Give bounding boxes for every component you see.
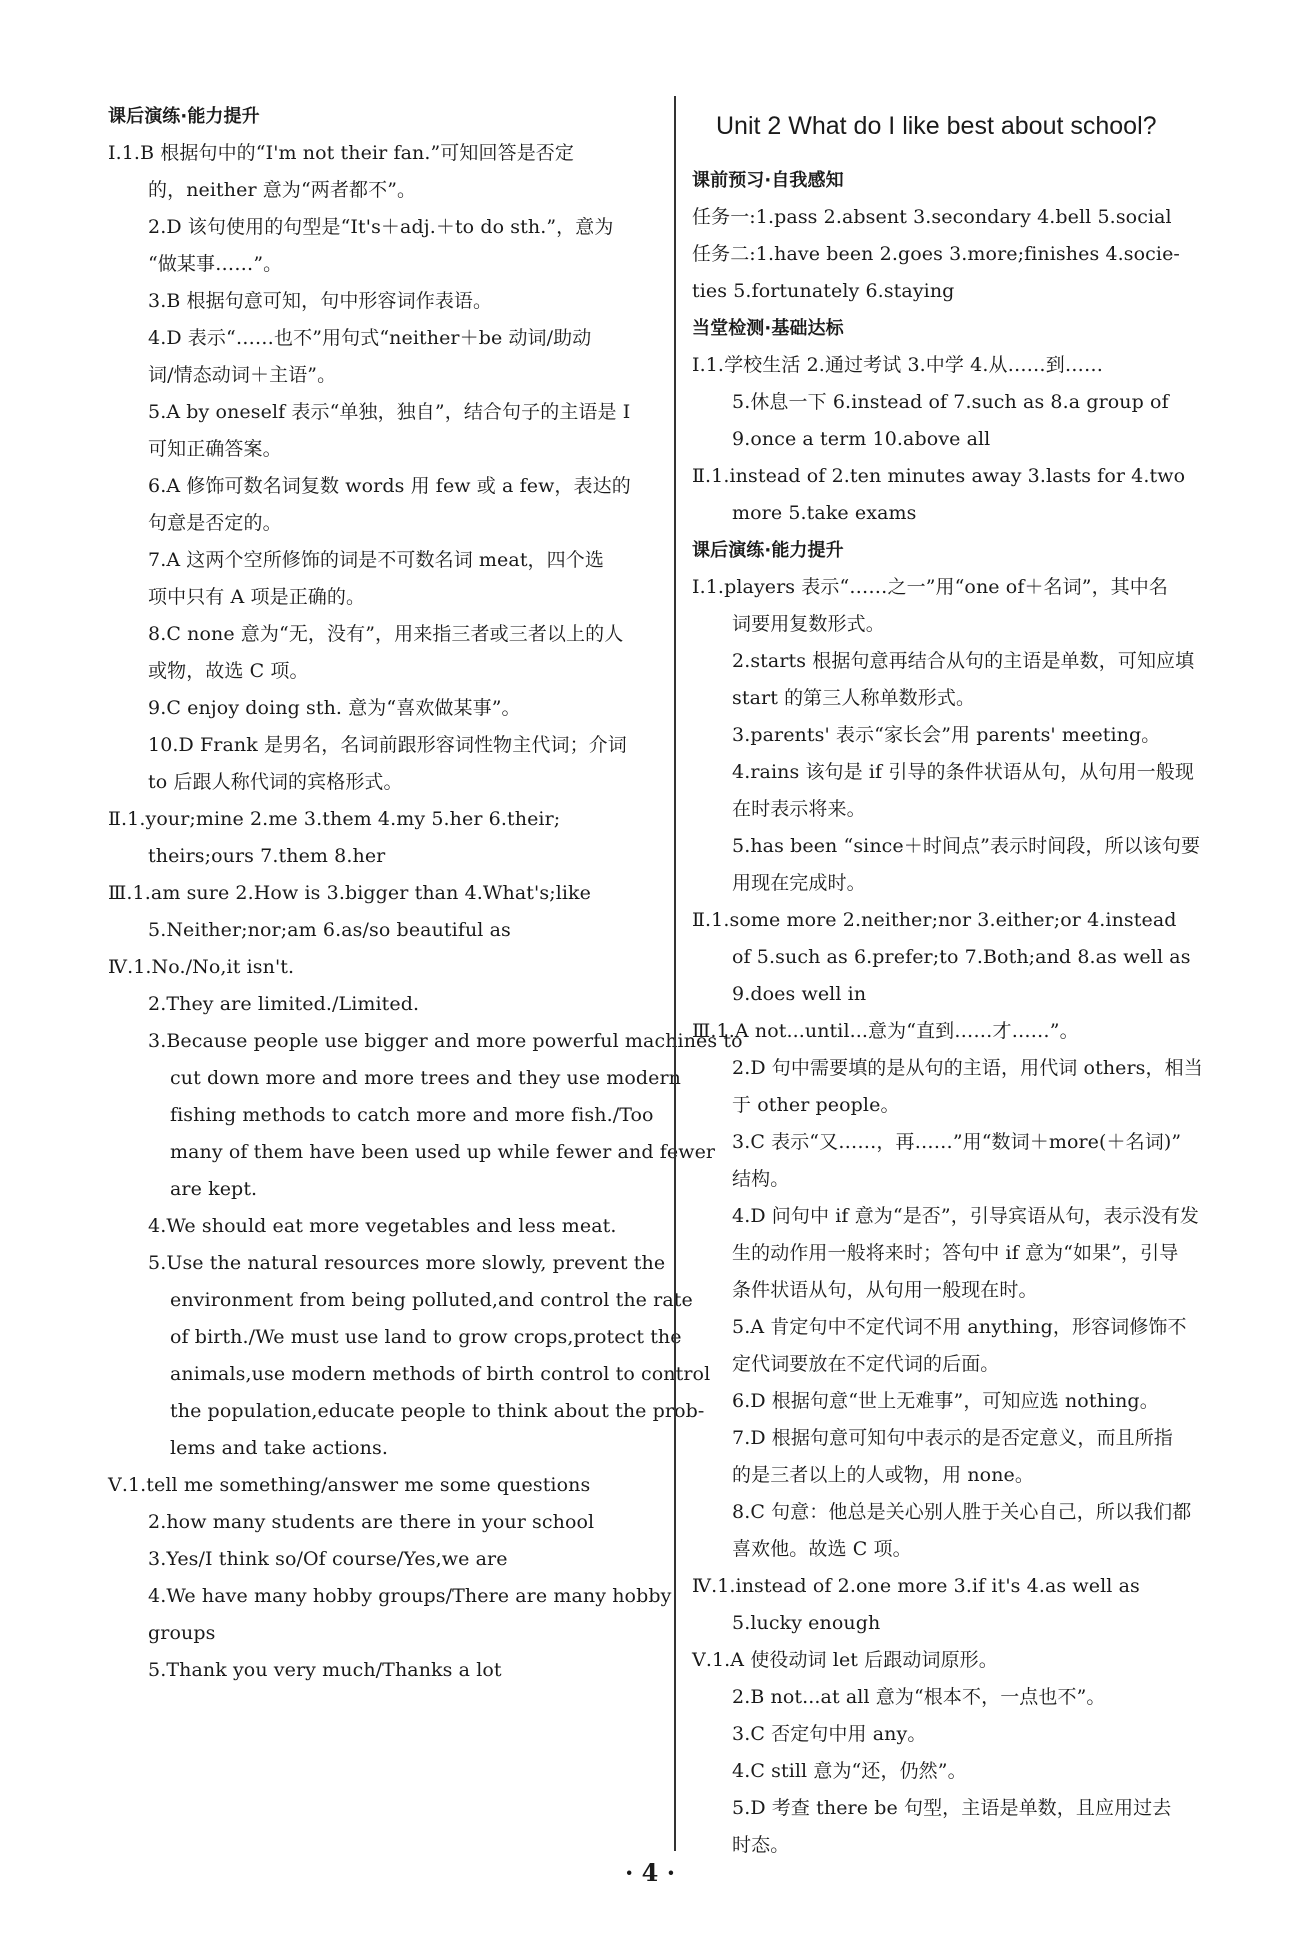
answer-line: more 5.take exams [732, 502, 917, 524]
page-number: · 4 · [624, 1858, 676, 1887]
answer-line: to 后跟人称代词的宾格形式。 [148, 771, 403, 793]
answer-line: 5.A by oneself 表示“单独，独自”，结合句子的主语是 I [148, 401, 631, 423]
answer-line: 词要用复数形式。 [732, 613, 885, 635]
answer-line: 于 other people。 [732, 1094, 900, 1116]
answer-line: Ⅱ.1.some more 2.neither;nor 3.either;or 4.instead [692, 909, 1177, 931]
answer-line: 3.Yes/I think so/Of course/Yes,we are [148, 1548, 508, 1570]
answer-line: 时态。 [732, 1834, 790, 1856]
answer-line: 4.rains 该句是 if 引导的条件状语从句，从句用一般现 [732, 761, 1194, 783]
answer-line: fishing methods to catch more and more fish./Too [170, 1104, 654, 1126]
answer-line: 2.B not...at all 意为“根本不，一点也不”。 [732, 1686, 1106, 1708]
section-heading: 课后演练·能力提升 [692, 540, 844, 561]
answer-line: start 的第三人称单数形式。 [732, 687, 976, 709]
answer-line: 可知正确答案。 [148, 438, 282, 460]
answer-line: 5.has been “since＋时间点”表示时间段，所以该句要 [732, 835, 1201, 857]
answer-line: of 5.such as 6.prefer;to 7.Both;and 8.as well as [732, 946, 1191, 968]
answer-line: lems and take actions. [170, 1437, 389, 1459]
answer-line: Ⅰ.1.players 表示“……之一”用“one of＋名词”，其中名 [692, 576, 1168, 598]
answer-line: 条件状语从句，从句用一般现在时。 [732, 1279, 1038, 1301]
answer-line: Ⅰ.1.学校生活 2.通过考试 3.中学 4.从……到…… [692, 354, 1104, 376]
answer-line: 6.A 修饰可数名词复数 words 用 few 或 a few，表达的 [148, 475, 631, 497]
answer-line: 5.休息一下 6.instead of 7.such as 8.a group of [732, 391, 1169, 413]
answer-line: are kept. [170, 1178, 258, 1200]
left-column [108, 98, 743, 1689]
unit-title: Unit 2 What do I like best about school? [716, 112, 1157, 140]
answer-line: Ⅲ.1.am sure 2.How is 3.bigger than 4.What's;like [108, 882, 592, 904]
answer-line: 结构。 [732, 1168, 790, 1190]
answer-line: 生的动作用一般将来时；答句中 if 意为“如果”，引导 [732, 1242, 1179, 1264]
answer-line: 2.They are limited./Limited. [148, 993, 420, 1015]
answer-line: 4.We should eat more vegetables and less meat. [148, 1215, 617, 1237]
answer-line: 5.Use the natural resources more slowly, prevent the [148, 1252, 666, 1274]
answer-line: 5.Neither;nor;am 6.as/so beautiful as [148, 919, 511, 941]
answer-line: 3.C 表示“又……，再……”用“数词＋more(＋名词)” [732, 1131, 1182, 1153]
answer-line: 或物，故选 C 项。 [148, 660, 309, 682]
answer-line: Ⅱ.1.instead of 2.ten minutes away 3.lasts for 4.two [692, 465, 1186, 487]
column-divider [674, 96, 676, 1851]
answer-line: 10.D Frank 是男名，名词前跟形容词性物主代词；介词 [148, 734, 627, 756]
answer-line: 4.D 表示“……也不”用句式“neither＋be 动词/助动 [148, 327, 592, 349]
answer-line: 2.D 该句使用的句型是“It's＋adj.＋to do sth.”，意为 [148, 216, 614, 238]
answer-line: 5.D 考查 there be 句型，主语是单数，且应用过去 [732, 1797, 1172, 1819]
answer-line: Ⅰ.1.B 根据句中的“I'm not their fan.”可知回答是否定 [108, 142, 574, 164]
answer-line: of birth./We must use land to grow crops,protect the [170, 1326, 682, 1348]
answer-line: 3.Because people use bigger and more powerful machines to [148, 1030, 743, 1052]
answer-line: 4.D 问句中 if 意为“是否”，引导宾语从句，表示没有发 [732, 1205, 1200, 1227]
answer-line: 9.does well in [732, 983, 867, 1005]
section-heading: 课前预习·自我感知 [692, 170, 844, 191]
answer-line: 的，neither 意为“两者都不”。 [148, 179, 417, 201]
answer-line: 2.how many students are there in your school [148, 1511, 595, 1533]
answer-line: 7.A 这两个空所修饰的词是不可数名词 meat，四个选 [148, 549, 604, 571]
answer-line: 项中只有 A 项是正确的。 [148, 586, 366, 608]
answer-line: 用现在完成时。 [732, 872, 866, 894]
answer-line: 任务二:1.have been 2.goes 3.more;finishes 4.socie- [692, 243, 1180, 265]
answer-line: Ⅱ.1.your;mine 2.me 3.them 4.my 5.her 6.their; [108, 808, 561, 830]
answer-line: 词/情态动词＋主语”。 [148, 364, 337, 386]
answer-line: 定代词要放在不定代词的后面。 [732, 1353, 1000, 1375]
answer-line: 9.once a term 10.above all [732, 428, 991, 450]
answer-line: 3.B 根据句意可知，句中形容词作表语。 [148, 290, 493, 312]
answer-line: environment from being polluted,and control the rate [170, 1289, 693, 1311]
answer-line: 3.parents' 表示“家长会”用 parents' meeting。 [732, 724, 1161, 746]
right-column-lines [692, 162, 1252, 1864]
answer-line: 8.C none 意为“无，没有”，用来指三者或三者以上的人 [148, 623, 624, 645]
answer-line: ties 5.fortunately 6.staying [692, 280, 955, 302]
answer-line: 2.D 句中需要填的是从句的主语，用代词 others，相当 [732, 1057, 1203, 1079]
answer-line: 4.C still 意为“还，仍然”。 [732, 1760, 967, 1782]
right-column [692, 98, 1252, 1864]
answer-line: 9.C enjoy doing sth. 意为“喜欢做某事”。 [148, 697, 521, 719]
answer-line: 5.A 肯定句中不定代词不用 anything，形容词修饰不 [732, 1316, 1187, 1338]
answer-line: the population,educate people to think about the prob- [170, 1400, 705, 1422]
answer-line: 6.D 根据句意“世上无难事”，可知应选 nothing。 [732, 1390, 1159, 1412]
answer-line: 8.C 句意：他总是关心别人胜于关心自己，所以我们都 [732, 1501, 1192, 1523]
answer-line: Ⅳ.1.No./No,it isn't. [108, 956, 295, 978]
answer-line: “做某事……”。 [148, 253, 283, 275]
answer-line: 在时表示将来。 [732, 798, 866, 820]
answer-line: 喜欢他。故选 C 项。 [732, 1538, 912, 1560]
answer-line: groups [148, 1622, 216, 1644]
answer-line: 7.D 根据句意可知句中表示的是否定意义，而且所指 [732, 1427, 1173, 1449]
answer-line: 的是三者以上的人或物，用 none。 [732, 1464, 1034, 1486]
answer-line: 3.C 否定句中用 any。 [732, 1723, 927, 1745]
answer-line: 任务一:1.pass 2.absent 3.secondary 4.bell 5.social [692, 206, 1172, 228]
answer-line: many of them have been used up while fewer and fewer [170, 1141, 716, 1163]
answer-line: Ⅲ.1.A not...until...意为“直到……才……”。 [692, 1020, 1079, 1042]
answer-line: 4.We have many hobby groups/There are many hobby [148, 1585, 672, 1607]
section-heading: 当堂检测·基础达标 [692, 318, 844, 339]
answer-line: 5.Thank you very much/Thanks a lot [148, 1659, 502, 1681]
answer-line: cut down more and more trees and they use modern [170, 1067, 682, 1089]
answer-line: animals,use modern methods of birth control to control [170, 1363, 711, 1385]
answer-line: Ⅳ.1.instead of 2.one more 3.if it's 4.as well as [692, 1575, 1140, 1597]
section-heading: 课后演练·能力提升 [108, 106, 260, 127]
answer-line: 句意是否定的。 [148, 512, 282, 534]
answer-line: theirs;ours 7.them 8.her [148, 845, 386, 867]
answer-line: Ⅴ.1.tell me something/answer me some questions [108, 1474, 591, 1496]
answer-line: 2.starts 根据句意再结合从句的主语是单数，可知应填 [732, 650, 1195, 672]
answer-line: 5.lucky enough [732, 1612, 881, 1634]
answer-line: Ⅴ.1.A 使役动词 let 后跟动词原形。 [692, 1649, 998, 1671]
